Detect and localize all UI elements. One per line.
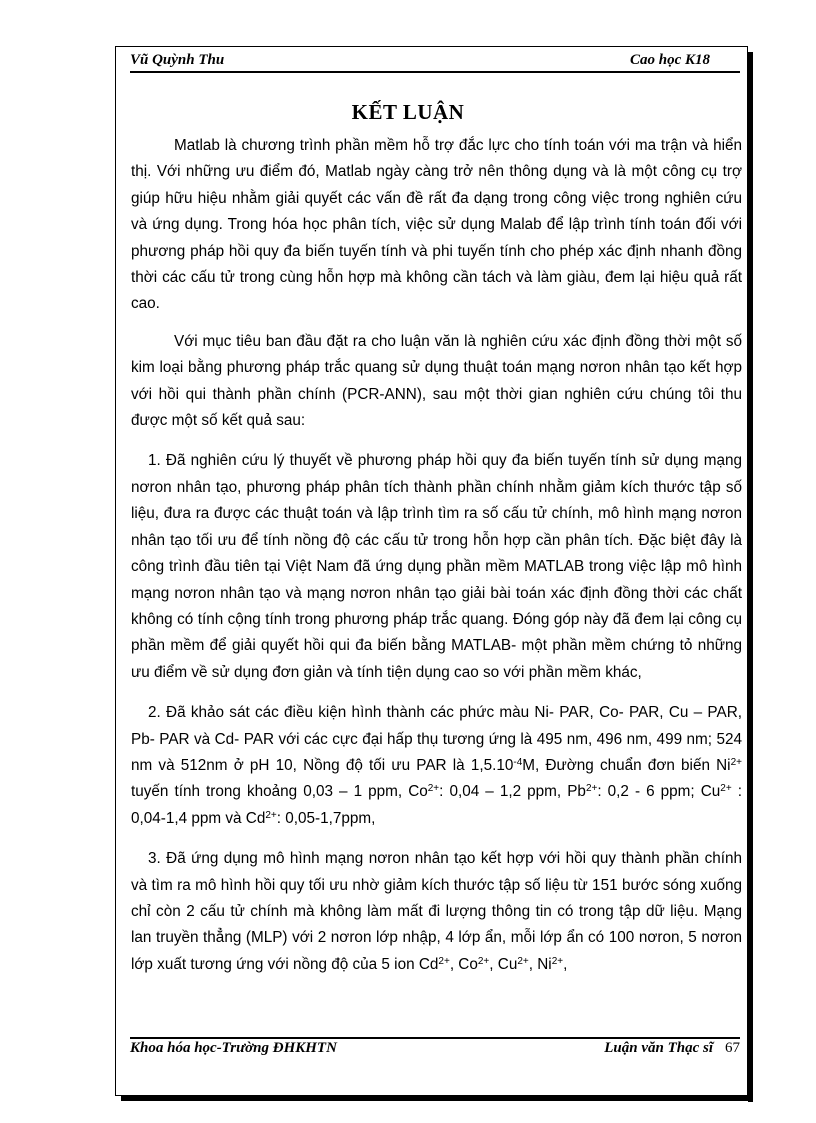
footer-rule	[130, 1037, 740, 1039]
document-body	[131, 133, 742, 978]
footer-thesis	[604, 1040, 740, 1057]
page-number: 67	[725, 1040, 740, 1056]
footer-faculty: Khoa hóa học-Trường ĐHKHTN	[130, 1040, 337, 1056]
list-item-2: 2. Đã khảo sát các điều kiện hình thành các phức màu Ni- PAR, Co- PAR, Cu – PAR, Pb- PAR và Cd- PAR với các cực đại hấp thụ tương ứng là 495 nm, 496 nm, 499 nm; 524 nm và 512nm ở pH 10, Nồng độ tối ưu PAR là $1,5.10^{-4}M$, Đường chuẩn đơn biến $Ni^{2+}$ tuyến tính trong khoảng 0,03 – 1 ppm, $Co^{2+}$: 0,04 – 1,2 ppm, $Pb^{2+}$: 0,2 - 6 ppm; $Cu^{2+}$ : 0,04-1,4 ppm và $Cd^{2+}$: 0,05-1,7ppm,	[131, 704, 742, 827]
page-footer	[130, 1040, 740, 1060]
list-item-3: 3. Đã ứng dụng mô hình mạng nơron nhân tạo kết hợp với hồi quy thành phần chính và tìm ra mô hình hồi quy tối ưu nhờ giảm kích thước tập số liệu từ 151 bước sóng xuống chỉ còn 2 cấu tử chính mà không làm mất đi lượng thông tin có trong tập dữ liệu. Mạng lan truyền thẳng (MLP) với 2 nơron lớp nhập, 4 lớp ẩn, mỗi lớp ẩn có 100 nơron, 5 nơron lớp xuất tương ứng với nồng độ của 5 ion $Cd^{2+}$, $Co^{2+}$, $Cu^{2+}$, $Ni^{2+}$,	[131, 850, 742, 973]
header-course: Cao học K18	[629, 52, 710, 68]
page-title: KẾT LUẬN	[351, 100, 465, 124]
page-header	[130, 52, 740, 72]
footer-thesis-label: Luận văn Thạc sĩ	[604, 1040, 713, 1056]
paragraph-objective: Với mục tiêu ban đầu đặt ra cho luận văn là nghiên cứu xác định đồng thời một số kim loại bằng phương pháp trắc quang sử dụng thuật toán mạng nơron nhân tạo kết hợp với hồi qui thành phần chính (PCR-ANN), sau một thời gian nghiên cứu chúng tôi thu được một số kết quả sau:	[131, 332, 742, 430]
header-rule	[130, 71, 740, 73]
header-author: Vũ Quỳnh Thu	[130, 52, 225, 68]
list-item-1: 1. Đã nghiên cứu lý thuyết về phương pháp hồi quy đa biến tuyến tính sử dụng mạng nơron nhân tạo, phương pháp phân tích thành phần chính nhằm giảm kích thước tập số liệu, đưa ra được các thuật toán và lập trình tìm ra số cấu tử chính, mô hình mạng nơron nhân tạo tối ưu để tính nồng độ các cấu tử trong hỗn hợp cần phân tích. Đặc biệt đây là công trình đầu tiên tại Việt Nam đã ứng dụng phần mềm MATLAB trong việc lập mô hình mạng nơron nhân tạo và mạng nơron nhân tạo giải bài toán xác định đồng thời các chất không có tính cộng tính trong phương pháp trắc quang. Đóng góp này đã đem lại công cụ phần mềm để giải quyết hồi qui đa biến bằng MATLAB- một phần mềm chứng tỏ những ưu điểm về sử dụng đơn giản và tính tiện dụng cao so với phần mềm khác,	[131, 452, 742, 681]
page-border-shadow-right	[748, 52, 753, 1102]
page-border-shadow-bottom	[121, 1096, 753, 1101]
paragraph-intro: Matlab là chương trình phần mềm hỗ trợ đắc lực cho tính toán với ma trận và hiển thị. Với những ưu điểm đó, Matlab ngày càng trở nên thông dụng và là một công cụ trợ giúp hữu hiệu nhằm giải quyết các vấn đề rất đa dạng trong công việc trong nghiên cứu và ứng dụng. Trong hóa học phân tích, việc sử dụng Malab để lập trình tính toán đối với phương pháp hồi quy đa biến tuyến tính và phi tuyến tính cho phép xác định nhanh đồng thời các cấu tử trong cùng hỗn hợp mà không cần tách và làm giàu, đem lại hiệu quả rất cao.	[131, 137, 742, 313]
